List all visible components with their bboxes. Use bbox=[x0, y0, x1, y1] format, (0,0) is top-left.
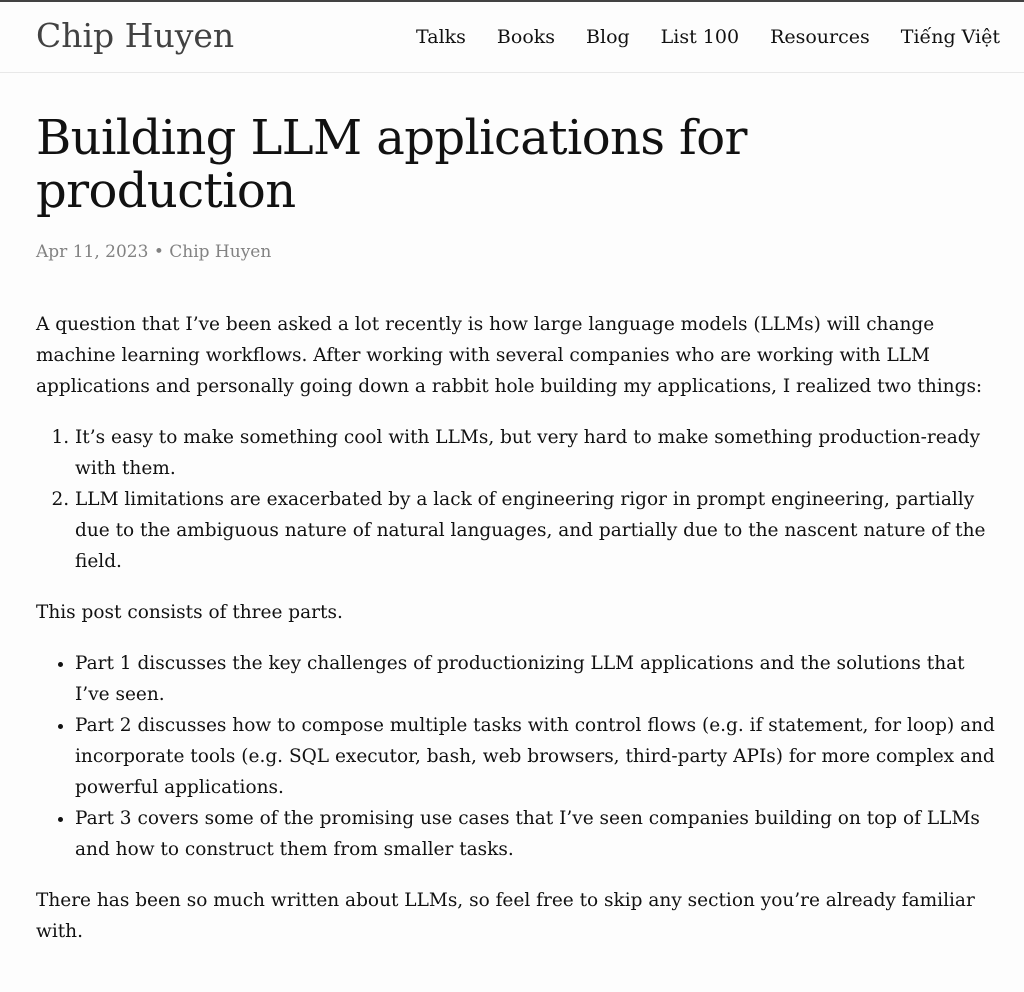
parts-list bbox=[36, 648, 1001, 865]
nav-link-list-100[interactable]: List 100 bbox=[660, 26, 740, 48]
post-content bbox=[36, 309, 1001, 947]
nav-link-talks[interactable]: Talks bbox=[416, 26, 466, 48]
closing-paragraph: There has been so much written about LLMs, so feel free to skip any section you’re already familiar with. bbox=[36, 890, 975, 942]
nav-link-resources[interactable]: Resources bbox=[770, 26, 870, 48]
meta-separator: • bbox=[153, 242, 164, 262]
site-title-link[interactable]: Chip Huyen bbox=[36, 16, 235, 55]
list-item: 2. LLM limitations are exacerbated by a lack of engineering rigor in prompt engineering, partially due to the ambiguous nature of natural languages, and partially due to the nascent nature of the field. bbox=[75, 484, 1001, 577]
list-item: • Part 1 discusses the key challenges of productionizing LLM applications and the solutions that I’ve seen. bbox=[75, 648, 1001, 710]
post-meta bbox=[36, 241, 1001, 263]
post-title: Building LLM applications for production bbox=[36, 110, 747, 219]
nav-link-blog[interactable]: Blog bbox=[586, 26, 630, 48]
site-nav bbox=[416, 22, 1000, 52]
realizations-list bbox=[36, 422, 1001, 577]
list-item: 1. It’s easy to make something cool with LLMs, but very hard to make something production-ready with them. bbox=[75, 422, 1001, 484]
list-item: • Part 3 covers some of the promising use cases that I’ve seen companies building on top of LLMs and how to construct them from smaller tasks. bbox=[75, 803, 1001, 865]
nav-link-books[interactable]: Books bbox=[496, 26, 556, 48]
site-header bbox=[0, 2, 1024, 73]
intro-paragraph: A question that I’ve been asked a lot recently is how large language models (LLMs) will change machine learning workflows. After working with several companies who are working with LLM applications and personally going down a rabbit hole building my applications, I realized two things: bbox=[36, 314, 983, 397]
post-article bbox=[36, 74, 1001, 967]
nav-link-tieng-viet[interactable]: Tiếng Việt bbox=[900, 26, 1000, 48]
list-item: • Part 2 discusses how to compose multiple tasks with control flows (e.g. if statement, for loop) and incorporate tools (e.g. SQL executor, bash, web browsers, third-party APIs) for more complex and powerful applications. bbox=[75, 710, 1001, 803]
post-author: Chip Huyen bbox=[169, 242, 272, 262]
parts-intro-paragraph: This post consists of three parts. bbox=[36, 602, 343, 623]
post-date: Apr 11, 2023 bbox=[36, 242, 149, 262]
